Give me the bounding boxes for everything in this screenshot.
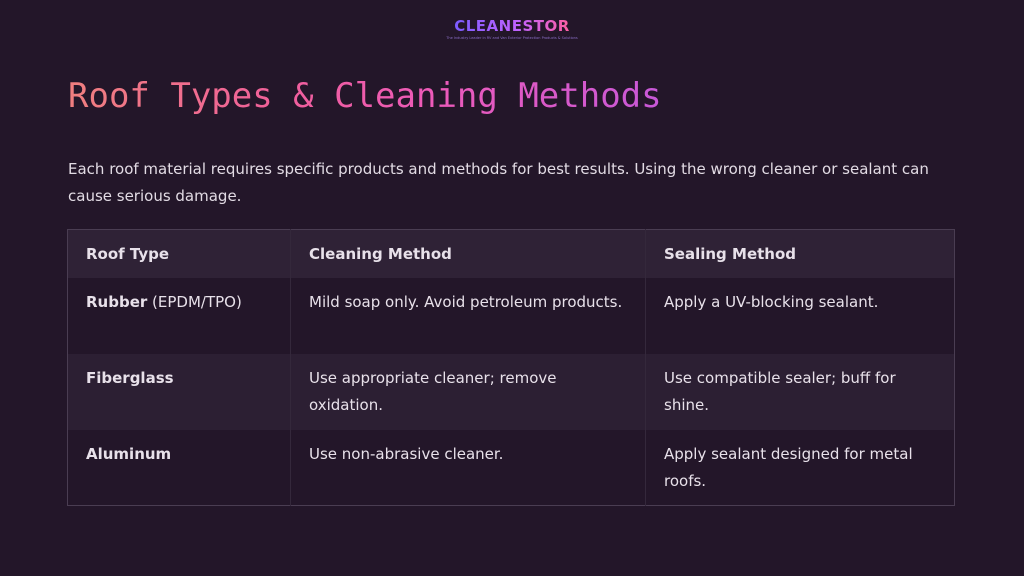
header-cleaning-method: Cleaning Method: [291, 230, 646, 278]
cell-sealing-method: Apply a UV-blocking sealant.: [646, 278, 955, 354]
roof-type-name: Aluminum: [86, 444, 172, 463]
logo-wordmark: CLEANESTOR: [454, 17, 570, 35]
roof-types-table: [67, 229, 955, 506]
logo-tagline: The Industry Leader in RV and Van Exterior Protection Products & Solutions: [446, 36, 578, 40]
roof-type-detail: (EPDM/TPO): [147, 292, 242, 311]
table-row: [68, 354, 955, 430]
cell-roof-type: [68, 430, 291, 506]
cell-cleaning-method: Mild soap only. Avoid petroleum products.: [291, 278, 646, 354]
cell-roof-type: [68, 278, 291, 354]
table-row: [68, 278, 955, 354]
roof-type-name: Fiberglass: [86, 368, 174, 387]
table-row: [68, 430, 955, 506]
header-roof-type: Roof Type: [86, 244, 170, 263]
table-header-row: [68, 230, 955, 278]
brand-logo: [0, 16, 1024, 41]
cell-cleaning-method: Use appropriate cleaner; remove oxidation.: [291, 354, 646, 430]
roof-type-name: Rubber: [86, 292, 148, 311]
cell-sealing-method: Use compatible sealer; buff for shine.: [646, 354, 955, 430]
cell-cleaning-method: Use non-abrasive cleaner.: [291, 430, 646, 506]
header-sealing-method: Sealing Method: [646, 230, 955, 278]
slide-intro: Each roof material requires specific products and methods for best results. Using the wrong cleaner or sealant can cause serious damage.: [68, 160, 929, 205]
cell-roof-type: [68, 354, 291, 430]
cell-sealing-method: Apply sealant designed for metal roofs.: [646, 430, 955, 506]
slide-title: Roof Types & Cleaning Methods: [68, 72, 662, 120]
